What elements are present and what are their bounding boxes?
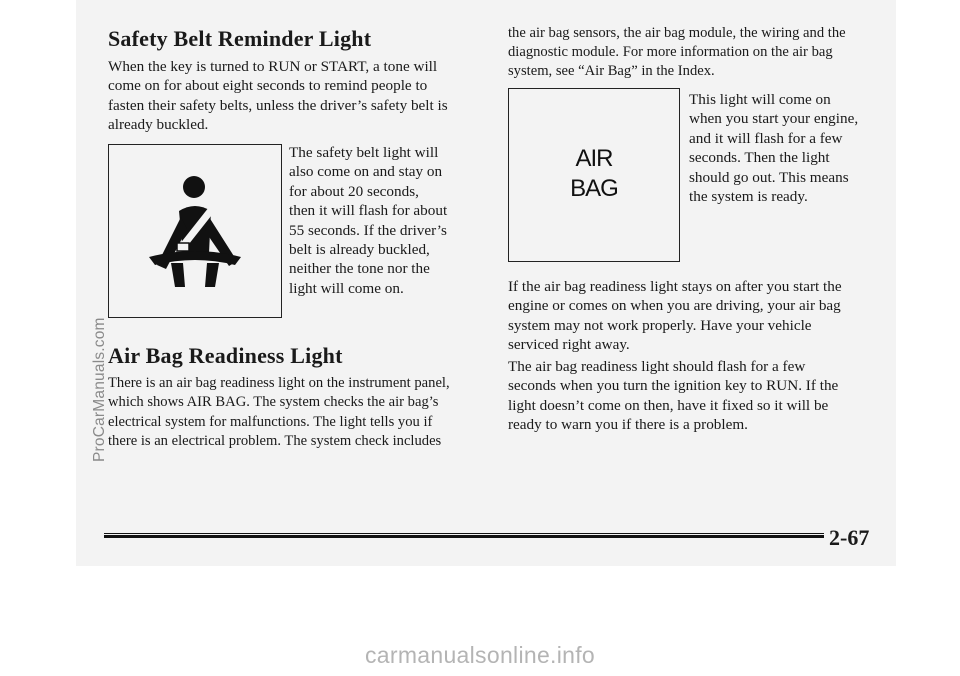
text-line: seconds. Then the light [689,149,830,167]
seatbelt-person-icon [109,145,281,317]
continuation-paragraph [508,24,888,81]
text-line: and it will flash for a few [689,129,843,147]
airbag-light-box [508,88,680,262]
text-line: ready to warn you if there is a problem. [508,416,748,434]
text-line: engine or comes on when you are driving, your air bag [508,297,841,315]
text-line: system, see “Air Bag” in the Index. [508,63,715,79]
text-line: the system is ready. [689,188,808,206]
seatbelt-light-box [108,144,282,318]
text-line: serviced right away. [508,336,630,354]
text-line: This light will come on [689,91,831,108]
text-line: If the air bag readiness light stays on after you start the [508,278,842,295]
text-line: seconds when you turn the ignition key to RUN. If the [508,377,839,395]
air-bag-readiness-paragraph [108,374,488,452]
text-line: The air bag readiness light should flash for a few [508,358,806,375]
text-line: already buckled. [108,116,209,134]
text-line: the air bag sensors, the air bag module, the wiring and the [508,25,846,41]
text-line: for about 20 seconds, [289,182,419,200]
footer-watermark[interactable]: carmanualsonline.info [364,642,596,668]
text-line: light will come on. [289,279,404,297]
text-line: there is an electrical problem. The system check includes [108,433,442,450]
text-line: system may not work properly. Have your vehicle [508,316,812,334]
side-watermark: ProCarManuals.com [91,317,108,462]
safety-belt-side-text [289,143,489,298]
text-line: electrical system for malfunctions. The light tells you if [108,413,433,430]
text-line: also come on and stay on [289,163,443,181]
airbag-paragraph-2 [508,357,893,435]
text-line: should go out. This means [689,168,849,186]
page-number: 2-67 [829,525,870,550]
text-line: 55 seconds. If the driver’s [289,221,447,239]
text-line: which shows AIR BAG. The system checks the air bag’s [108,394,439,411]
text-line: then it will flash for about [289,202,448,220]
footer-rule-thick [104,535,824,538]
text-line: when you start your engine, [689,110,859,128]
text-line: light doesn’t come on then, have it fixed so it will be [508,396,829,414]
airbag-label-line2: BAG [570,175,618,202]
airbag-paragraph-1 [508,277,893,355]
text-line: The safety belt light will [289,144,439,161]
text-line: There is an air bag readiness light on the instrument panel, [108,375,450,391]
air-bag-readiness-heading: Air Bag Readiness Light [108,343,343,368]
text-line: come on for about eight seconds to remind people to [108,77,428,95]
text-line: When the key is turned to RUN or START, a tone will [108,58,438,75]
airbag-label-line1: AIR [575,145,613,172]
text-line: diagnostic module. For more information on the air bag [508,44,833,60]
text-line: neither the tone nor the [289,260,430,278]
airbag-side-text [689,90,889,206]
safety-belt-paragraph [108,57,488,135]
text-line: fasten their safety belts, unless the driver’s safety belt is [108,96,448,114]
footer-rule-thin [104,533,824,534]
airbag-light-label [509,144,679,204]
safety-belt-heading: Safety Belt Reminder Light [108,26,372,51]
text-line: belt is already buckled, [289,241,430,259]
